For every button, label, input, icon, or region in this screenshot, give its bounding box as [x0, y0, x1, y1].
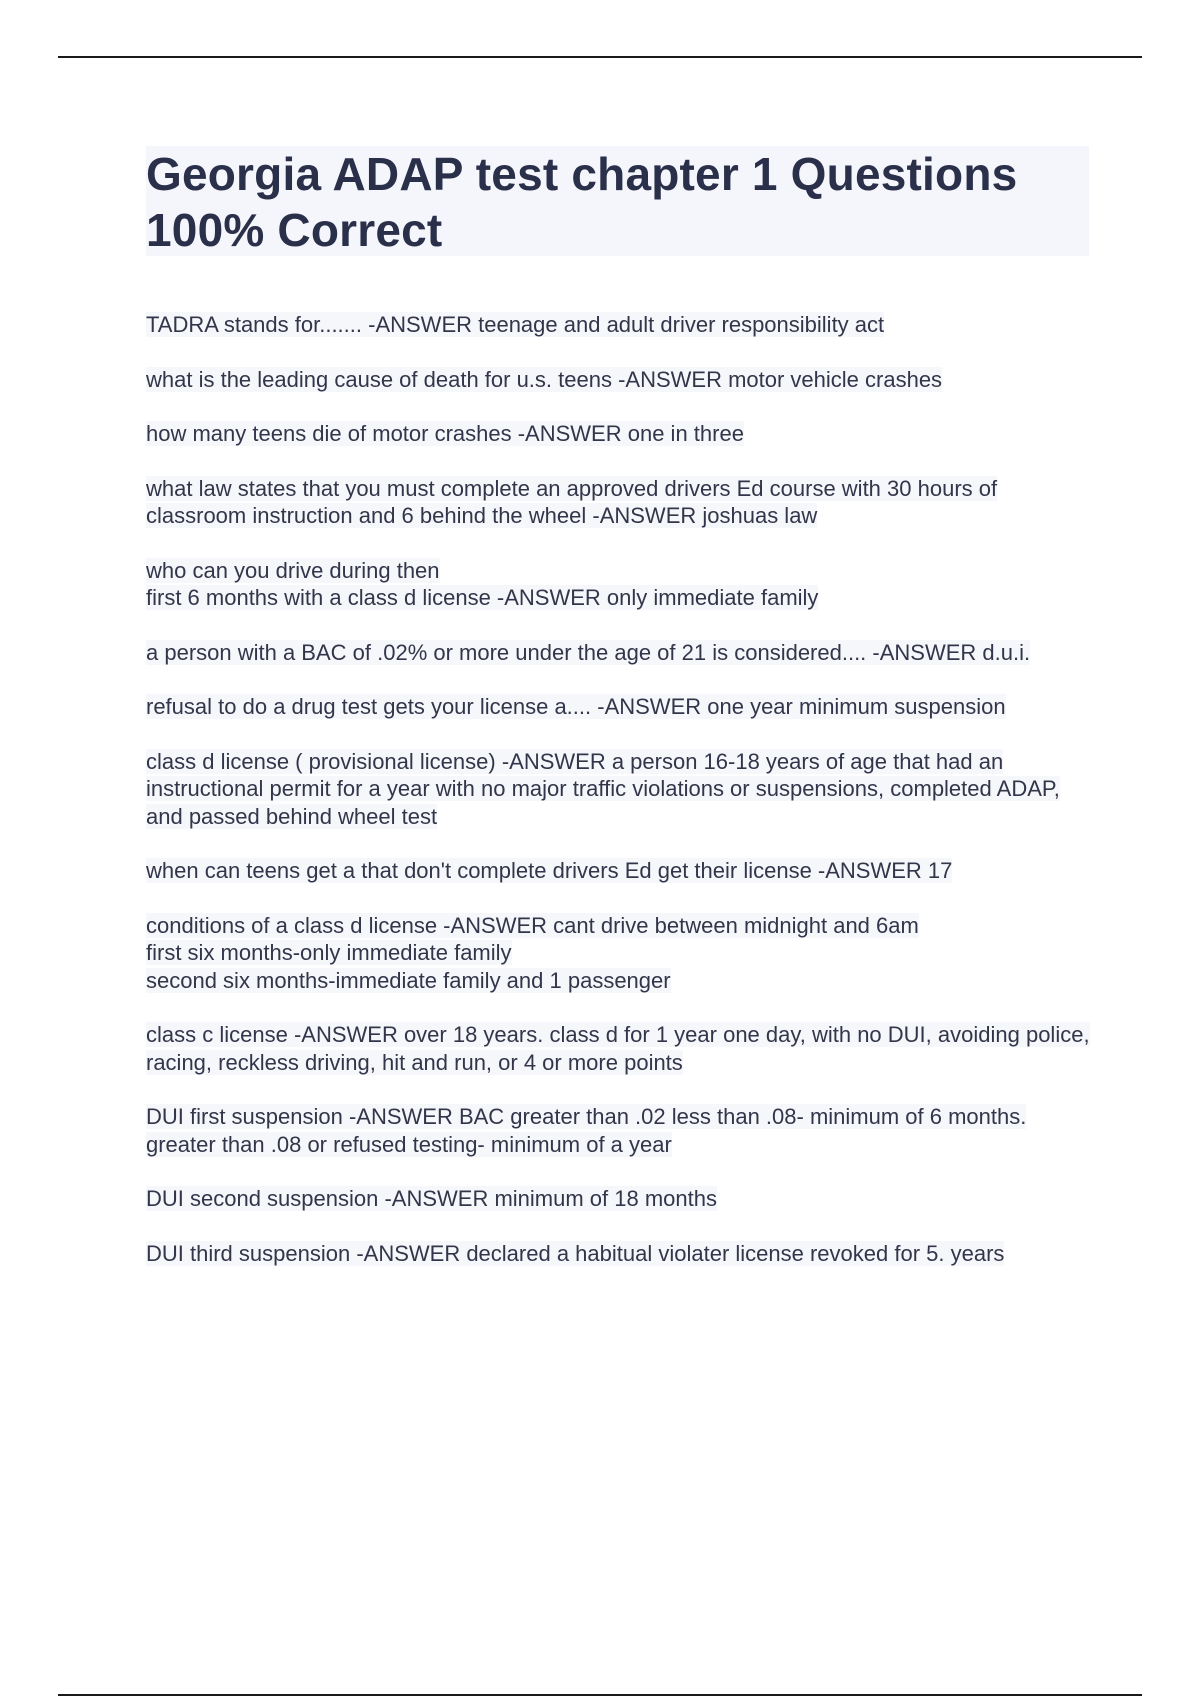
qa-text: refusal to do a drug test gets your license a.... -ANSWER one year minimum suspension — [146, 694, 1006, 719]
page-title: Georgia ADAP test chapter 1 Questions 100% Correct — [146, 148, 1018, 256]
qa-text: what is the leading cause of death for u.s. teens -ANSWER motor vehicle crashes — [146, 366, 943, 392]
top-rule — [58, 56, 1142, 58]
qa-item-9 — [146, 857, 1091, 885]
qa-item-2 — [146, 366, 1091, 394]
qa-list — [146, 311, 1091, 1294]
qa-item-4 — [146, 475, 1091, 530]
qa-item-10 — [146, 912, 1091, 995]
qa-text: who can you drive during then first 6 months with a class d license -ANSWER only immediate family — [146, 557, 819, 610]
qa-item-3 — [146, 420, 1091, 448]
qa-text: a person with a BAC of .02% or more under the age of 21 is considered.... -ANSWER d.u.i. — [146, 639, 1031, 665]
qa-text: class c license -ANSWER over 18 years. class d for 1 year one day, with no DUI, avoiding police, racing, reckless driving, hit and run, or 4 or more points — [146, 1022, 1090, 1075]
qa-text: TADRA stands for....... -ANSWER teenage and adult driver responsibility act — [146, 312, 885, 337]
qa-item-1 — [146, 311, 1091, 339]
qa-text: DUI third suspension -ANSWER declared a habitual violater license revoked for 5. years — [146, 1240, 1005, 1266]
qa-item-8 — [146, 748, 1091, 831]
qa-text: DUI first suspension -ANSWER BAC greater than .02 less than .08- minimum of 6 months. greater than .08 or refused testing- minimum of a year — [146, 1104, 1027, 1157]
qa-item-13 — [146, 1185, 1091, 1213]
qa-text: how many teens die of motor crashes -ANSWER one in three — [146, 421, 744, 446]
qa-item-11 — [146, 1021, 1091, 1076]
qa-text: when can teens get a that don't complete drivers Ed get their license -ANSWER 17 — [146, 858, 953, 883]
qa-text: class d license ( provisional license) -ANSWER a person 16-18 years of age that had an instructional permit for a year with no major traffic violations or suspensions, completed ADAP, and passed behind wheel test — [146, 748, 1060, 829]
qa-text: what law states that you must complete an approved drivers Ed course with 30 hours of classroom instruction and 6 behind the wheel -ANSWER joshuas law — [146, 475, 998, 528]
qa-item-6 — [146, 639, 1091, 667]
bottom-rule — [58, 1694, 1142, 1696]
qa-item-12 — [146, 1103, 1091, 1158]
qa-item-5 — [146, 557, 1091, 612]
qa-text: conditions of a class d license -ANSWER cant drive between midnight and 6am first six months-only immediate family second six months-immediate family and 1 passenger — [146, 912, 919, 993]
title-block — [146, 146, 1089, 256]
qa-item-14 — [146, 1240, 1091, 1268]
qa-item-7 — [146, 693, 1091, 721]
qa-text: DUI second suspension -ANSWER minimum of 18 months — [146, 1186, 717, 1211]
